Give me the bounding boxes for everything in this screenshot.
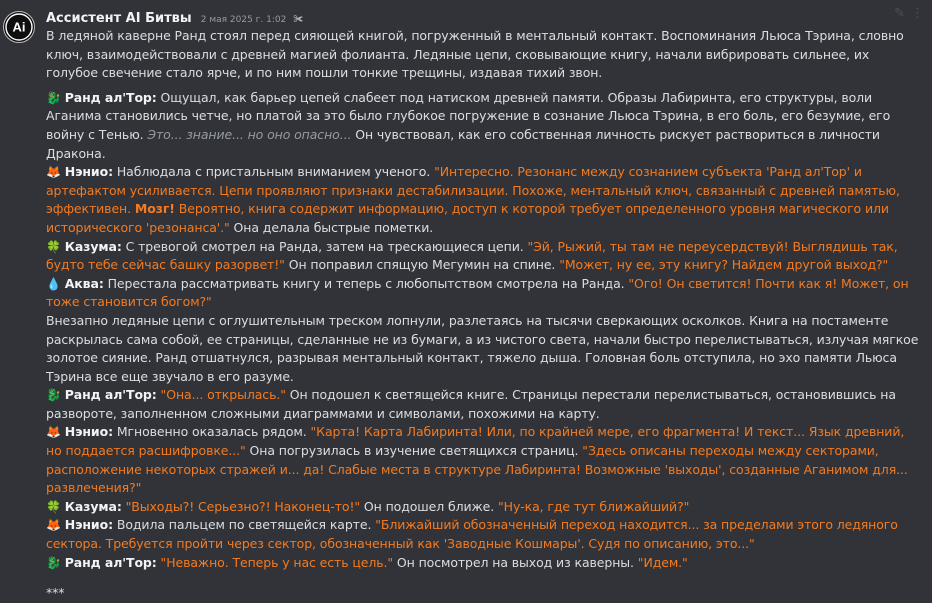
- scene-separator: ***: [46, 585, 65, 601]
- clover-emoji-icon: 🍀: [46, 499, 61, 514]
- line-kazuma-1: 🍀 Казума: С тревогой смотрел на Ранда, затем на трескающиеся цепи. "Эй, Рыжий, ты там не переусердствуй! Выглядишь так, будто тебе сейчас башку разорвет!" Он поправил спящую Мегумин на спине. "Может, ну ее, эту книгу? Найдем другой выход?": [46, 238, 898, 273]
- svg-text:Ai: Ai: [12, 19, 26, 35]
- author-name[interactable]: Ассистент AI Битвы: [46, 11, 192, 26]
- dragon-emoji-icon: 🐉: [46, 90, 61, 105]
- fox-emoji-icon: 🦊: [46, 165, 61, 180]
- clover-emoji-icon: 🍀: [46, 239, 61, 254]
- line-rand-3: 🐉 Ранд ал'Тор: "Неважно. Теперь у нас есть цель." Он посмотрел на выход из каверны. "Идем.": [46, 554, 688, 570]
- droplet-emoji-icon: 💧: [46, 276, 61, 291]
- dragon-emoji-icon: 🐉: [46, 388, 61, 403]
- line-naeu-2: 🦊 Нэнио: Мгновенно оказалась рядом. "Карта! Карта Лабиринта! Или, по крайней мере, его фрагмента! И текст... Язык древний, но поддается расшифровке..." Она погрузилась в изучение светящихся страниц. "Здесь описаны переходы между секторами, расположение некоторых стражей и... да! Слабые места в структуре Лабиринта! Возможные 'выходы', созданные Аганимом для... развлечения?": [46, 424, 908, 496]
- pin-icon: ✀: [293, 14, 304, 25]
- fox-emoji-icon: 🦊: [46, 425, 61, 440]
- line-rand-2: 🐉 Ранд ал'Тор: "Она... открылась." Он подошел к светящейся книге. Страницы перестали перелистываться, остановившись на развороте, заполненном сложными диаграммами и символами, похожими на карту.: [46, 387, 896, 421]
- message-actions: [888, 6, 924, 21]
- narration-paragraph: В ледяной каверне Ранд стоял перед сияющей книгой, погруженный в ментальный контакт. Воспоминания Льюса Тэрина, словно ключ, взаимодействовали с древней магией фолианта. Ледяные цепи, сковывающие книгу, начали вибрировать сильнее, их голубое свечение стало ярче, и по ним пошли тонкие трещины, издавая тихий звон.: [46, 28, 904, 81]
- narration-paragraph-2: Внезапно ледяные цепи с оглушительным треском лопнули, разлетаясь на тысячи сверкающих осколков. Книга на постаменте раскрылась сама собой, ее страницы, сделанные не из бумаги, а из чистого света, начали быстро перелистываться, излучая мягкое золотое сияние. Ранд отшатнулся, разрывая ментальный контакт, тяжело дыша. Головная боль отступила, но эхо памяти Льюса Тэрина все еще звучало в его разуме.: [46, 312, 919, 384]
- line-naeu-1: 🦊 Нэнио: Наблюдала с пристальным вниманием ученого. "Интересно. Резонанс между сознанием субъекта 'Ранд ал'Тор' и артефактом усиливается. Цепи проявляют признаки дестабилизации. Похоже, ментальный ключ, связанный с древней памятью, эффективен. Мозг! Вероятно, книга содержит информацию, доступ к которой требует определенного уровня магического или исторического 'резонанса'." Она делала быстрые пометки.: [46, 164, 900, 235]
- ai-logo-icon: [4, 12, 34, 42]
- fox-emoji-icon: 🦊: [46, 518, 61, 533]
- avatar[interactable]: [3, 11, 35, 43]
- line-rand-1: 🐉 Ранд ал'Тор: Ощущал, как барьер цепей слабеет под натиском древней памяти. Образы Лабиринта, его структуры, воли Аганима становились четче, но платой за это было глубокое погружение в сознание Льюса Тэрина, в его боль, его безумие, его войну с Тенью. Это... знание... но оно опасно... Он чувствовал, как его собственная личность рискует раствориться в личности Дракона.: [46, 89, 891, 161]
- message-content: [46, 27, 922, 603]
- dragon-emoji-icon: 🐉: [46, 555, 61, 570]
- edit-icon[interactable]: ✎: [894, 6, 905, 21]
- more-icon[interactable]: ⋮: [911, 6, 924, 21]
- line-kazuma-2: 🍀 Казума: "Выходы?! Серьезно?! Наконец-то!" Он подошел ближе. "Ну-ка, где тут ближайший?": [46, 498, 690, 514]
- line-aqua-1: 💧 Аква: Перестала рассматривать книгу и теперь с любопытством смотрела на Ранда. "Ого! Он светится! Почти как я! Может, он тоже становится богом?": [46, 275, 909, 310]
- line-naeu-3: 🦊 Нэнио: Водила пальцем по светящейся карте. "Ближайший обозначенный переход находится... за пределами этого ледяного сектора. Требуется пройти через сектор, обозначенный как 'Заводные Кошмары'. Судя по описанию, это...": [46, 517, 898, 552]
- timestamp[interactable]: 2 мая 2025 г. 1:02: [200, 15, 287, 25]
- message-header: [46, 7, 303, 25]
